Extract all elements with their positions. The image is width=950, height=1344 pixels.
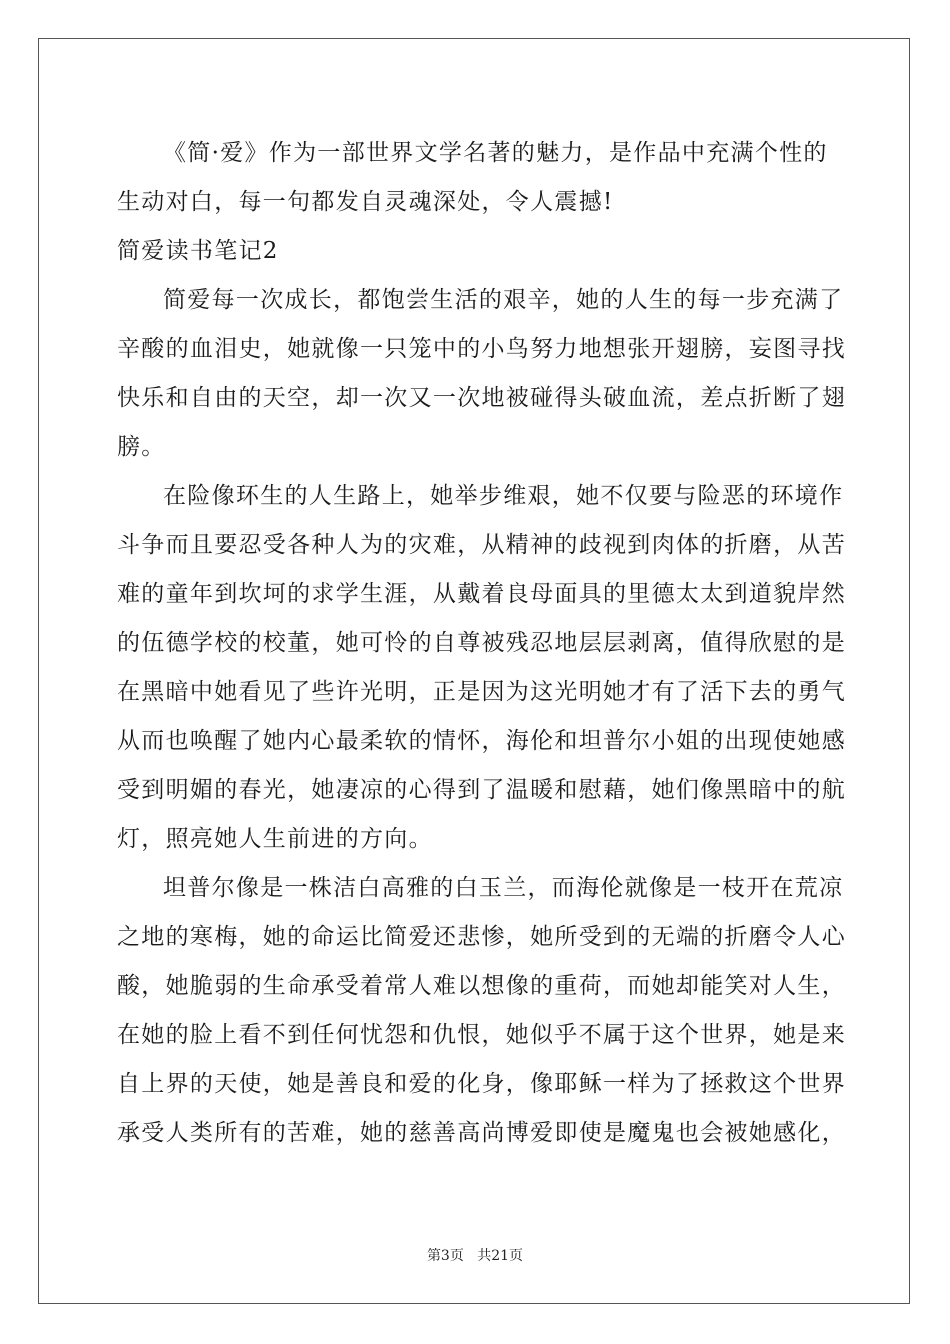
paragraph-line: 在险像环生的人生路上，她举步维艰，她不仅要与险恶的环境作: [163, 483, 844, 509]
paragraph-line: 从而也唤醒了她内心最柔软的情怀，海伦和坦普尔小姐的出现使她感: [117, 728, 846, 754]
paragraph-line: 承受人类所有的苦难，她的慈善高尚博爱即使是魔鬼也会被她感化，: [117, 1120, 846, 1146]
paragraph-line: 快乐和自由的天空，却一次又一次地被碰得头破血流，差点折断了翅: [117, 385, 846, 411]
paragraph-line: 斗争而且要忍受各种人为的灾难，从精神的歧视到肉体的折磨，从苦: [117, 532, 846, 558]
paragraph-line: 膀。: [117, 434, 166, 460]
document-body: [117, 129, 846, 1158]
paragraph-line: 酸，她脆弱的生命承受着常人难以想像的重荷，而她却能笑对人生，: [117, 973, 846, 999]
paragraph-line: 自上界的天使，她是善良和爱的化身，像耶稣一样为了拯救这个世界: [117, 1071, 846, 1097]
paragraph-line: 生动对白，每一句都发自灵魂深处，令人震撼!: [117, 189, 614, 215]
paragraph-line: 的伍德学校的校董，她可怜的自尊被残忍地层层剥离，值得欣慰的是: [117, 630, 846, 656]
paragraph-line: 之地的寒梅，她的命运比简爱还悲惨，她所受到的无端的折磨令人心: [117, 924, 846, 950]
paragraph-line: 在黑暗中她看见了些许光明，正是因为这光明她才有了活下去的勇气: [117, 679, 846, 705]
paragraph-line: 简爱每一次成长，都饱尝生活的艰辛，她的人生的每一步充满了: [163, 287, 844, 313]
paragraph-line: 辛酸的血泪史，她就像一只笼中的小鸟努力地想张开翅膀，妄图寻找: [117, 336, 846, 362]
paragraph-line: 坦普尔像是一株洁白高雅的白玉兰，而海伦就像是一枝开在荒凉: [163, 875, 844, 901]
paragraph-line: 受到明媚的春光，她凄凉的心得到了温暖和慰藉，她们像黑暗中的航: [117, 777, 846, 803]
paragraph-line: 难的童年到坎坷的求学生涯，从戴着良母面具的里德太太到道貌岸然: [117, 581, 846, 607]
page-footer: [0, 1246, 950, 1266]
page-number: 第3页: [426, 1248, 464, 1264]
paragraph-line: 在她的脸上看不到任何忧怨和仇恨，她似乎不属于这个世界，她是来: [117, 1022, 846, 1048]
section-heading: 简爱读书笔记2: [117, 238, 279, 264]
paragraph-line: 《简·爱》作为一部世界文学名著的魅力，是作品中充满个性的: [163, 140, 828, 166]
page-total: 共21页: [477, 1248, 524, 1264]
paragraph-line: 灯，照亮她人生前进的方向。: [117, 826, 433, 852]
